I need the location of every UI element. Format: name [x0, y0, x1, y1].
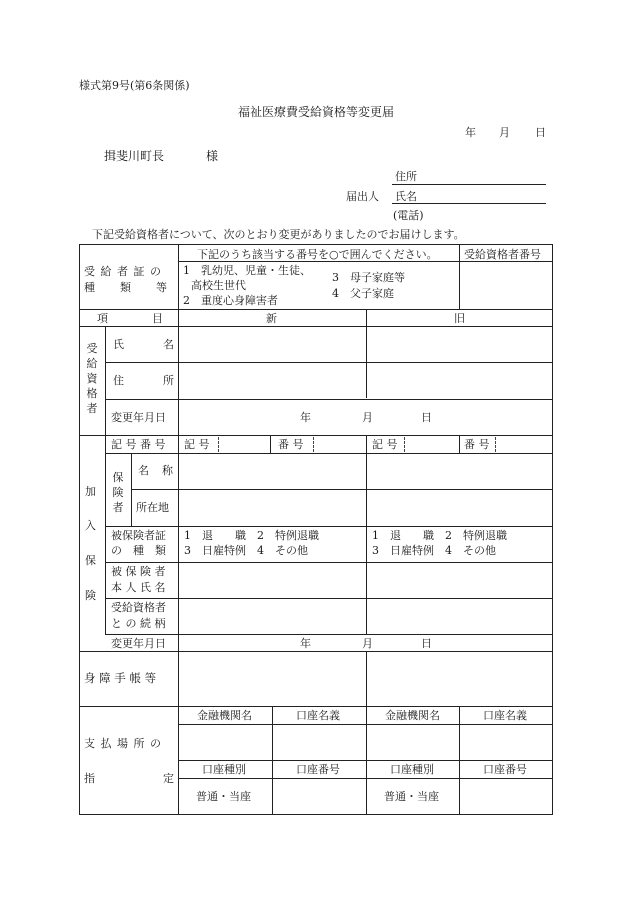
row1-label-b: 種 類 等 — [84, 281, 168, 294]
insurance-side-3: 保 — [85, 554, 96, 567]
option-3[interactable]: 3 母子家庭等 — [332, 271, 405, 284]
old-bank-label: 金融機関名 — [385, 709, 440, 722]
applicant-name-line[interactable] — [392, 203, 546, 204]
new-cert-option-a[interactable]: 1 退 職 2 特例退職 — [184, 529, 319, 542]
insurer-location: 所在地 — [136, 501, 169, 514]
insurer-name-a: 名 — [138, 464, 149, 477]
recipient-addr-b: 所 — [163, 374, 174, 387]
option-1b: 高校生世代 — [191, 279, 246, 292]
new-acct-value[interactable]: 普通・当座 — [196, 790, 251, 803]
date-year-label: 年 — [465, 126, 476, 139]
applicant-name-label: 氏名 — [395, 190, 417, 203]
new-bank-label: 金融機関名 — [197, 709, 252, 722]
insurer-name-b: 称 — [162, 464, 173, 477]
insurance-change-date: 変更年月日 — [111, 637, 166, 650]
option-4[interactable]: 4 父子家庭 — [332, 287, 394, 300]
form-number: 様式第9号(第6条関係) — [79, 79, 190, 92]
insurance-date-day: 日 — [421, 637, 432, 650]
new-holder-label: 口座名義 — [296, 709, 340, 722]
old-acct-type-label: 口座種別 — [390, 763, 434, 776]
recipient-addr-a: 住 — [113, 374, 124, 387]
insurance-side-2: 入 — [85, 519, 96, 532]
applicant-address-label: 住所 — [395, 170, 417, 183]
cert-type-a: 被保険者証 — [111, 529, 166, 542]
recipient-name-a: 氏 — [113, 338, 124, 351]
old-holder-label: 口座名義 — [483, 709, 527, 722]
insurance-date-month: 月 — [362, 637, 373, 650]
old-acct-num-label: 口座番号 — [483, 763, 527, 776]
new-symbol-label: 記 号 — [184, 438, 210, 451]
old-symbol-label: 記 号 — [372, 438, 398, 451]
option-1a[interactable]: 1 乳幼児、児童・生徒、 — [183, 264, 311, 277]
row1-instruction: 下記のうち該当する番号を○で囲んでください。 — [197, 248, 438, 261]
applicant-address-line[interactable] — [392, 184, 546, 185]
cert-type-b: の 種 類 — [111, 544, 166, 557]
header-item-b: 目 — [152, 312, 163, 325]
insurance-side-4: 険 — [85, 589, 96, 602]
insurance-side-1: 加 — [85, 485, 96, 498]
old-cert-option-a[interactable]: 1 退 職 2 特例退職 — [372, 529, 507, 542]
new-acct-type-label: 口座種別 — [202, 763, 246, 776]
applicant-phone-label: (電話) — [393, 209, 424, 222]
recipient-date-month: 月 — [362, 411, 373, 424]
new-cert-option-b[interactable]: 3 日雇特例 4 その他 — [184, 544, 308, 557]
old-number-label: 番 号 — [464, 438, 490, 451]
relation-b: と の 続 柄 — [111, 617, 166, 630]
payment-label-b2: 定 — [163, 772, 174, 785]
new-acct-num-label: 口座番号 — [296, 763, 340, 776]
recipient-number-label: 受給資格者番号 — [464, 248, 541, 261]
new-number-label: 番 号 — [278, 438, 304, 451]
symbol-number-label: 記 号 番 号 — [111, 438, 166, 451]
insured-name-a: 被 保 険 者 — [111, 565, 166, 578]
payment-label-b1: 指 — [84, 772, 95, 785]
intro-text: 下記受給資格者について、次のとおり変更がありましたのでお届けします。 — [92, 228, 465, 241]
header-new: 新 — [266, 312, 277, 325]
recipient-date-year: 年 — [300, 411, 311, 424]
applicant-role: 届出人 — [346, 190, 379, 203]
insurer-label: 保 険 者 — [112, 471, 124, 514]
addressee-honorific: 様 — [206, 149, 219, 163]
payment-label-a: 支 払 場 所 の — [84, 737, 162, 750]
date-day-label: 日 — [535, 126, 546, 139]
old-cert-option-b[interactable]: 3 日雇特例 4 その他 — [372, 544, 496, 557]
disability-label: 身 障 手 帳 等 — [84, 671, 157, 685]
recipient-date-day: 日 — [421, 411, 432, 424]
recipient-name-b: 名 — [163, 338, 174, 351]
recipient-side-label: 受 給 資 格 者 — [86, 342, 98, 415]
form-title: 福祉医療費受給資格等変更届 — [238, 105, 395, 119]
row1-label-a: 受 給 者 証 の — [84, 265, 162, 278]
option-2[interactable]: 2 重度心身障害者 — [183, 294, 278, 307]
recipient-change-date: 変更年月日 — [111, 411, 166, 424]
addressee: 揖斐川町長 — [104, 149, 165, 163]
old-acct-value[interactable]: 普通・当座 — [384, 790, 439, 803]
relation-a: 受給資格者 — [111, 601, 166, 614]
insured-name-b: 本 人 氏 名 — [111, 581, 166, 594]
header-item-a: 項 — [97, 312, 108, 325]
insurance-date-year: 年 — [300, 637, 311, 650]
date-month-label: 月 — [499, 126, 510, 139]
header-old: 旧 — [454, 312, 465, 325]
